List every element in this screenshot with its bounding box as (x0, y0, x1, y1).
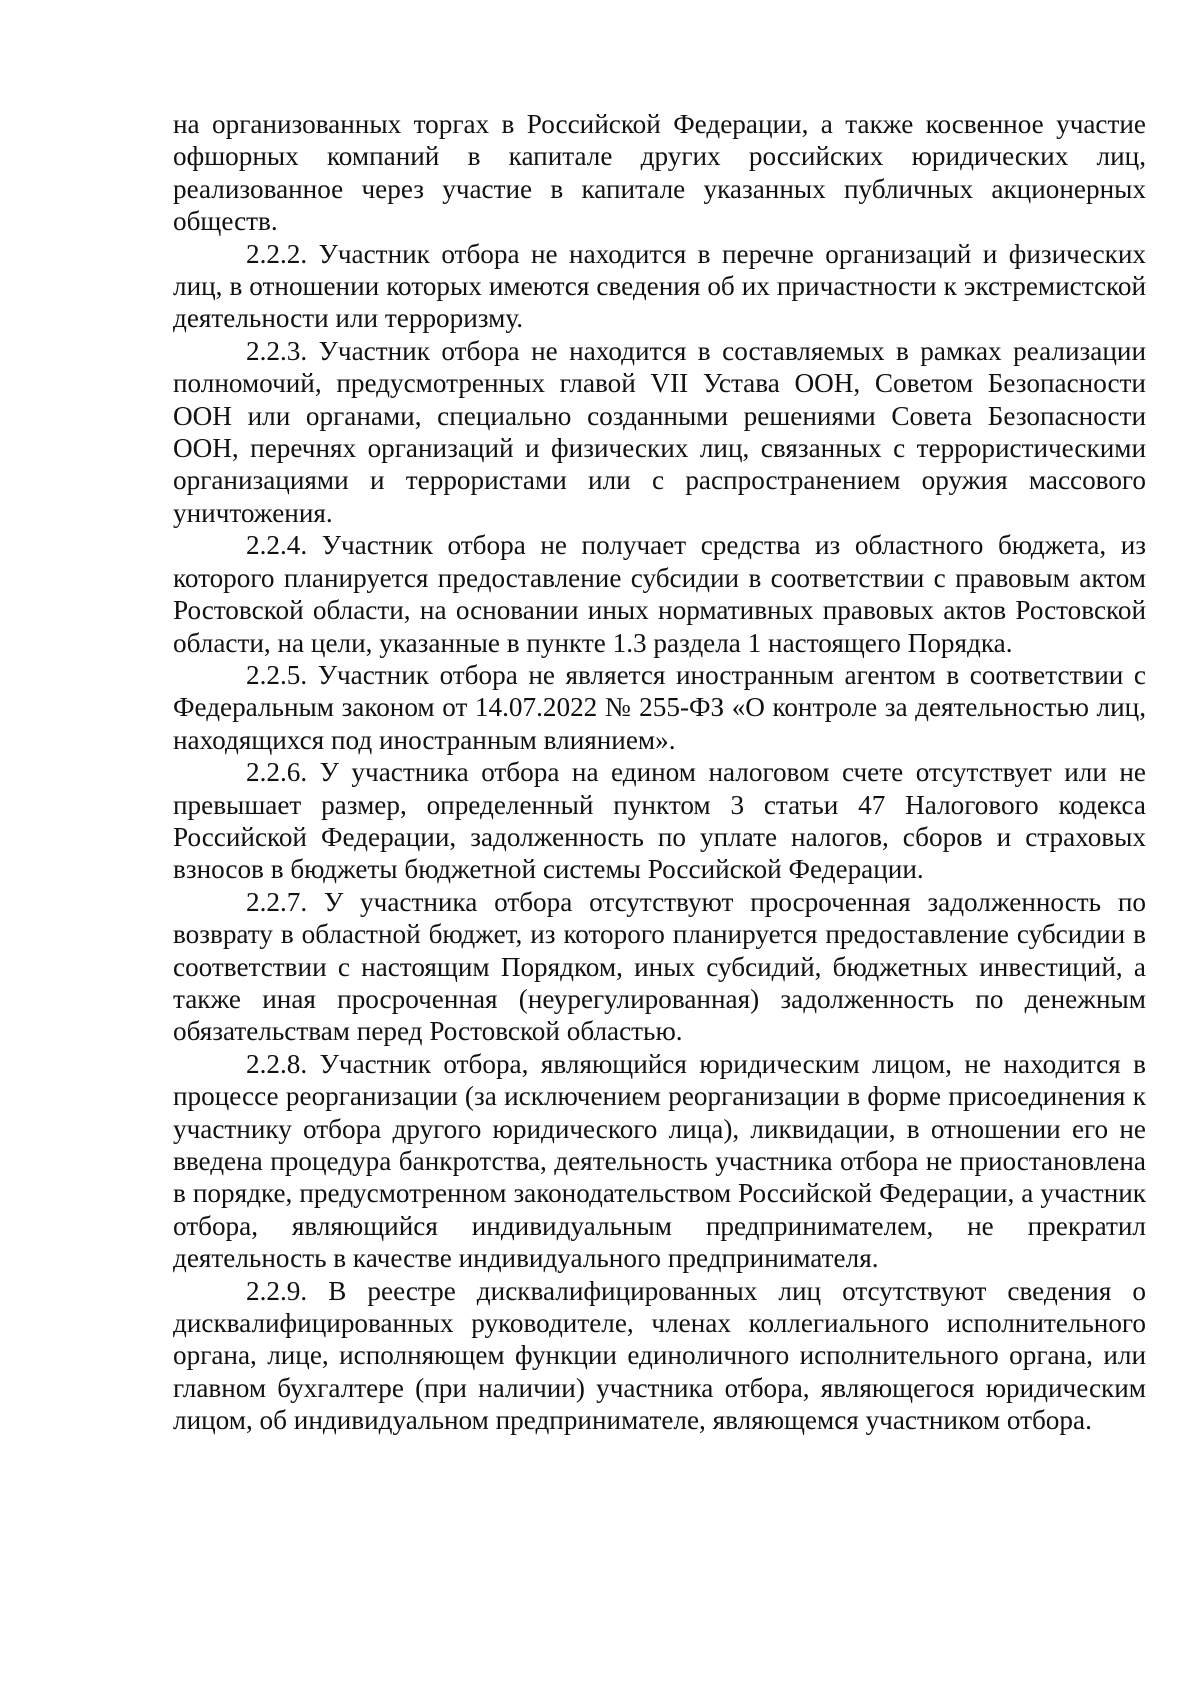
paragraph-2-2-9: 2.2.9. В реестре дисквалифицированных лиц отсутствуют сведения о дисквалифицированных руководителе, членах коллегиального исполнительного органа, лице, исполняющем функции единоличного исполнительного органа, или главном бухгалтере (при наличии) участника отбора, являющегося юридическим лицом, об индивидуальном предпринимателе, являющемся участником отбора. (173, 1275, 1146, 1436)
paragraph-2-2-2: 2.2.2. Участник отбора не находится в перечне организаций и физических лиц, в отношении которых имеются сведения об их причастности к экстремистской деятельности или терроризму. (173, 238, 1146, 334)
document-body (173, 108, 1146, 1437)
paragraph-2-2-4: 2.2.4. Участник отбора не получает средства из областного бюджета, из которого планируется предоставление субсидии в соответствии с правовым актом Ростовской области, на основании иных нормативных правовых актов Ростовской области, на цели, указанные в пункте 1.3 раздела 1 настоящего Порядка. (173, 530, 1146, 658)
paragraph-2-2-7: 2.2.7. У участника отбора отсутствуют просроченная задолженность по возврату в областной бюджет, из которого планируется предоставление субсидии в соответствии с настоящим Порядком, иных субсидий, бюджетных инвестиций, а также иная просроченная (неурегулированная) задолженность по денежным обязательствам перед Ростовской областью. (173, 886, 1146, 1047)
paragraph-2-2-3: 2.2.3. Участник отбора не находится в составляемых в рамках реализации полномочий, предусмотренных главой VII Устава ООН, Советом Безопасности ООН или органами, специально созданными решениями Совета Безопасности ООН, перечнях организаций и физических лиц, связанных с террористическими организациями и террористами или с распространением оружия массового уничтожения. (173, 335, 1146, 528)
paragraph-2-2-5: 2.2.5. Участник отбора не является иностранным агентом в соответствии с Федеральным законом от 14.07.2022 № 255-ФЗ «О контроле за деятельностью лиц, находящихся под иностранным влиянием». (173, 659, 1146, 755)
paragraph-2-2-8: 2.2.8. Участник отбора, являющийся юридическим лицом, не находится в процессе реорганизации (за исключением реорганизации в форме присоединения к участнику отбора другого юридического лица), ликвидации, в отношении его не введена процедура банкротства, деятельность участника отбора не приостановлена в порядке, предусмотренном законодательством Российской Федерации, а участник отбора, являющийся индивидуальным предпринимателем, не прекратил деятельность в качестве индивидуального предпринимателя. (173, 1048, 1146, 1274)
paragraph-2-2-6: 2.2.6. У участника отбора на едином налоговом счете отсутствует или не превышает размер, определенный пунктом 3 статьи 47 Налогового кодекса Российской Федерации, задолженность по уплате налогов, сборов и страховых взносов в бюджеты бюджетной системы Российской Федерации. (173, 757, 1146, 885)
paragraph-continuation: на организованных торгах в Российской Федерации, а также косвенное участие офшорных компаний в капитале других российских юридических лиц, реализованное через участие в капитале указанных публичных акционерных обществ. (173, 109, 1146, 237)
